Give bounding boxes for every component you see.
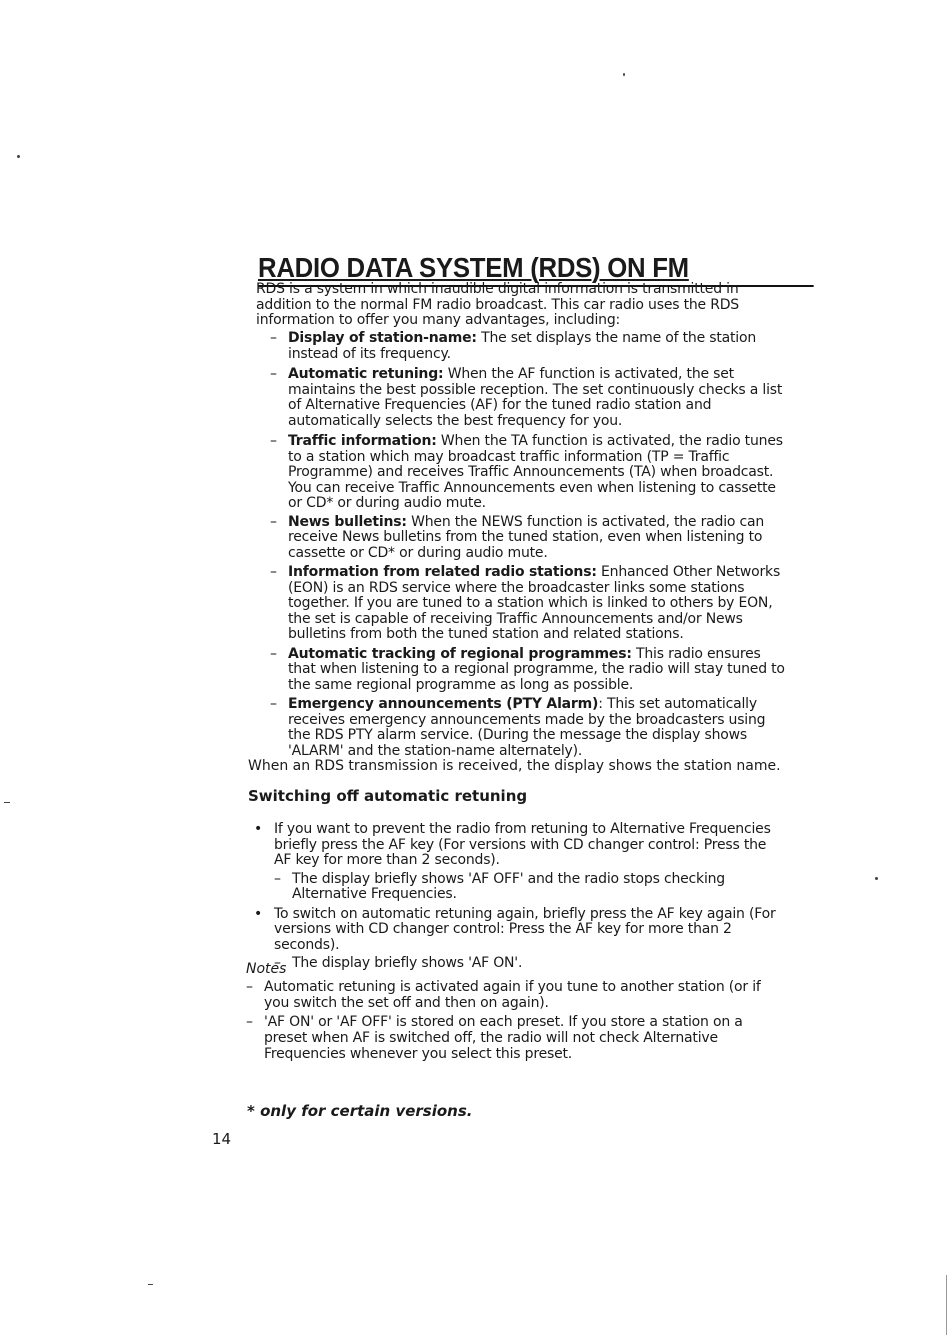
note-item: – Automatic retuning is activated again if you tune to another station (or if you switch the set off and then on again). [246,979,786,1011]
feature-item-station-name [270,331,790,362]
notes-label: Notes [246,961,287,977]
feature-description: Enhanced Other Networks (EON) is an RDS service where the broadcaster links some stations together. If you are tuned to a station which is linked to others by EON, the set is capable of receiving Traffic Announcements and/or News bulletins from both the tuned station and related stations. [288,564,781,642]
feature-description: This radio ensures that when listening to a regional programme, the radio will stay tuned to the same regional programme as long as possible. [288,645,785,693]
feature-description: When the AF function is activated, the set maintains the best possible reception. The set continuously checks a list of Alternative Frequencies (AF) for the tuned radio station and automatically selects the best frequency for you. [288,366,783,429]
feature-term: Automatic tracking of regional programmes: [288,645,632,662]
feature-item-automatic-retuning [270,367,790,429]
step-text: To switch on automatic retuning again, briefly press the AF key again (For versions with CD changer control: Press the AF key for more than 2 seconds). [274,905,776,953]
step-result: – The display briefly shows 'AF ON'. [274,956,784,972]
intro-paragraph: RDS is a system in which inaudible digital information is transmitted in addition to the normal FM radio broadcast. This car radio uses the RDS information to offer you many advantages, including: [256,281,739,328]
feature-list [270,331,790,759]
summary-paragraph: When an RDS transmission is received, the display shows the station name. [248,758,781,774]
page-number: 14 [212,1130,232,1148]
step-result: – The display briefly shows 'AF OFF' and the radio stops checking Alternative Frequencies. [274,872,784,903]
footnote: * only for certain versions. [247,1102,473,1120]
feature-description: When the NEWS function is activated, the radio can receive News bulletins from the tuned station, even when listening to cassette or CD* or during audio mute. [288,513,765,561]
note-item: – 'AF ON' or 'AF OFF' is stored on each preset. If you store a station on a preset when AF is switched off, the radio will not check Alternative Frequencies whenever you select this preset. [246,1014,786,1062]
feature-term: Display of station-name: [288,330,477,346]
scan-speck [148,1284,153,1285]
step-item [254,822,784,903]
feature-term: Traffic information: [288,433,437,449]
feature-item-news-bulletins [270,515,790,562]
feature-term: Information from related radio stations: [288,564,597,580]
feature-item-regional-tracking [270,647,790,694]
scan-speck [623,73,625,76]
feature-item-traffic-information [270,434,790,512]
step-item [254,907,784,972]
notes-list [246,979,786,1065]
instruction-steps [254,822,784,976]
section-heading: Switching off automatic retuning [248,787,528,805]
step-result-list [274,872,784,903]
step-result-list [274,956,784,972]
feature-description: : This set automatically receives emergency announcements made by the broadcasters using the RDS PTY alarm service. (During the message the display shows 'ALARM' and the station-name alternately). [288,696,766,759]
scan-speck [4,802,10,803]
step-text: If you want to prevent the radio from retuning to Alternative Frequencies briefly press the AF key (For versions with CD changer control: Press the AF key for more than 2 seconds). [274,821,771,868]
scan-speck [875,877,878,880]
feature-item-related-stations [270,565,790,643]
feature-description: The set displays the name of the station instead of its frequency. [288,330,757,362]
feature-description: When the TA function is activated, the radio tunes to a station which may broadcast traffic information (TP = Traffic Programme) and receives Traffic Announcements (TA) when broadcast. You can receive Traffic Announcements even when listening to cassette or CD* or during audio mute. [288,433,783,511]
scan-speck [17,155,20,158]
feature-term: News bulletins: [288,513,407,530]
scan-speck [946,1275,947,1335]
feature-term: Emergency announcements (PTY Alarm) [288,696,599,712]
feature-term: Automatic retuning: [288,366,444,382]
feature-item-emergency-announcements [270,697,790,759]
page-title: RADIO DATA SYSTEM (RDS) ON FM [258,251,814,287]
